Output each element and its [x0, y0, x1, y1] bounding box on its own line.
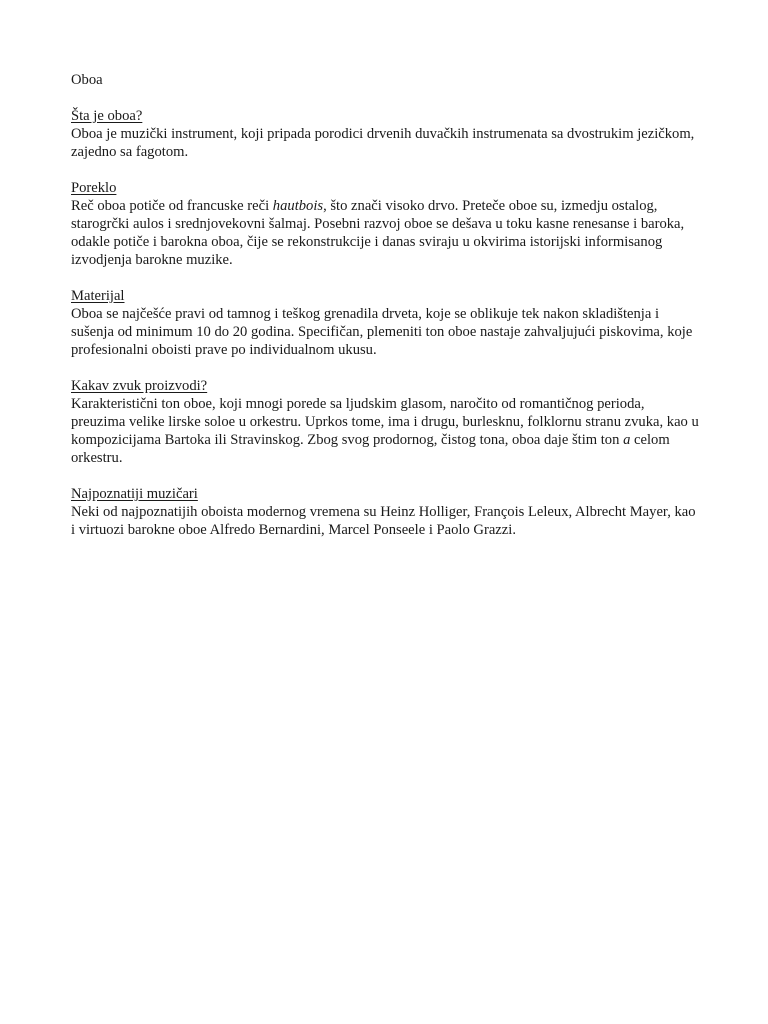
section-najpoznatiji-muzicari	[71, 485, 701, 539]
section-body	[71, 395, 701, 467]
body-text: , što znači visoko drvo. Preteče oboe su, izmedju ostalog, starogrčki aulos i srednjovekovni šalmaj. Posebni razvoj oboe se dešava u toku kasne renesanse i baroka, odakle potiče i barokna oboa, čije se rekonstrukcije i danas sviraju u okvirima istorijski informisanog izvodjenja barokne muzike.	[71, 198, 685, 268]
body-text: Oboa je muzički instrument, koji pripada porodici drvenih duvačkih instrumenata sa dvostrukim jezičkom, zajedno sa fagotom.	[71, 126, 695, 160]
section-body	[71, 197, 701, 269]
section-body	[71, 503, 701, 539]
document-page	[71, 71, 701, 557]
section-kakav-zvuk	[71, 377, 701, 467]
section-materijal	[71, 287, 701, 359]
section-heading: Kakav zvuk proizvodi?	[71, 378, 208, 394]
section-heading: Najpoznatiji muzičari	[71, 486, 198, 502]
section-heading: Materijal	[71, 288, 125, 304]
body-text-italic: hautbois	[272, 198, 324, 214]
body-text: Karakteristični ton oboe, koji mnogi porede sa ljudskim glasom, naročito od romantičnog perioda, preuzima velike lirske soloe u orkestru. Uprkos tome, ima i drugu, burlesknu, folklornu stranu zvuka, kao u kompozicijama Bartoka ili Stravinskog. Zbog svog prodornog, čistog tona, oboa daje štim ton	[71, 396, 699, 448]
section-heading: Poreklo	[71, 180, 117, 196]
section-body	[71, 125, 701, 161]
body-text: celom orkestru.	[71, 432, 670, 466]
section-sta-je-oboa	[71, 107, 701, 161]
section-heading: Šta je oboa?	[71, 108, 143, 124]
body-text: Oboa se najčešće pravi od tamnog i teškog grenadila drveta, koje se oblikuje tek nakon skladištenja i sušenja od minimum 10 do 20 godina. Specifičan, plemeniti ton oboe nastaje zahvaljujući piskovima, koje profesionalni oboisti prave po individualnom ukusu.	[71, 306, 693, 358]
section-poreklo	[71, 179, 701, 269]
document-title: Oboa	[71, 72, 103, 88]
body-text: Reč oboa potiče od francuske reči	[71, 198, 273, 214]
body-text-italic: a	[623, 432, 631, 448]
body-text: Neki od najpoznatijih oboista modernog vremena su Heinz Holliger, François Leleux, Albrecht Mayer, kao i virtuozi barokne oboe Alfredo Bernardini, Marcel Ponseele i Paolo Grazzi.	[71, 504, 696, 538]
section-body	[71, 305, 701, 359]
